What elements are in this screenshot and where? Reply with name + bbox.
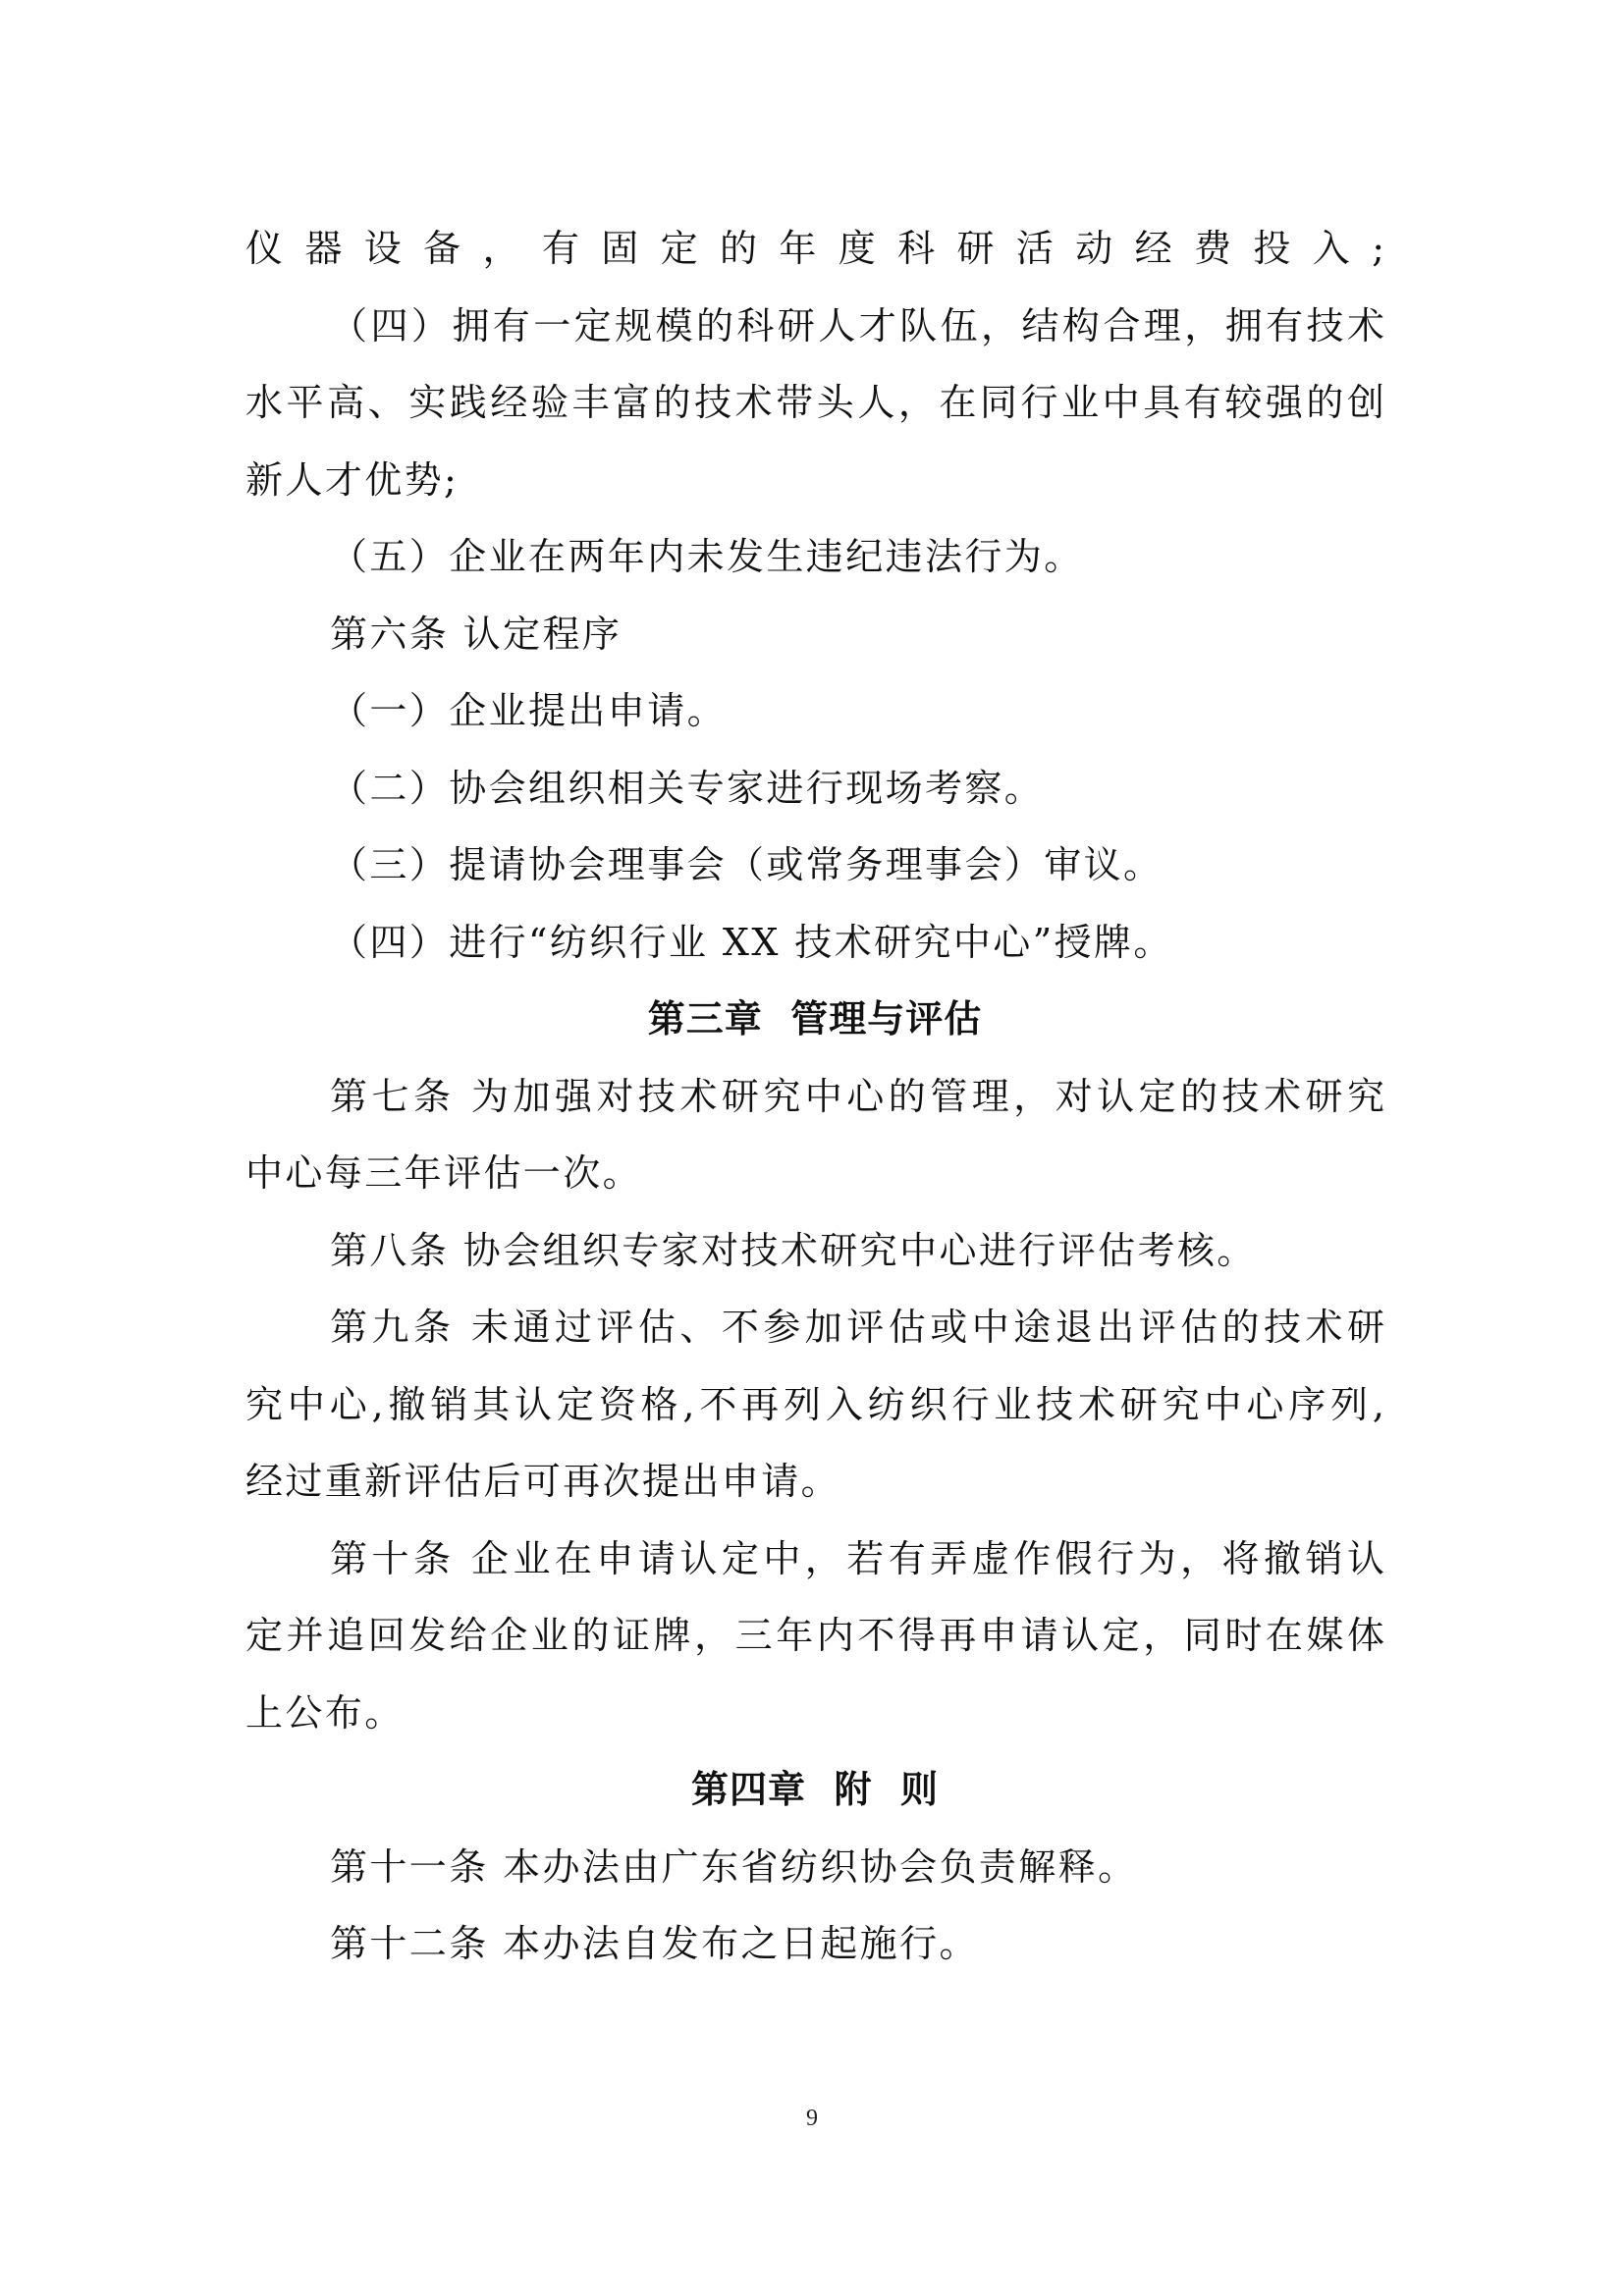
body-line: （五）企业在两年内未发生违纪违法行为。	[330, 535, 1084, 578]
body-line: 第七条 为加强对技术研究中心的管理，对认定的技术研究	[330, 1074, 1384, 1118]
body-line: 究中心,撤销其认定资格,不再列入纺织行业技术研究中心序列,	[245, 1382, 1384, 1426]
body-line: （二）协会组织相关专家进行现场考察。	[330, 766, 1045, 810]
page-number: 9	[806, 2106, 818, 2131]
body-line: （四）进行“纺织行业 XX 技术研究中心”授牌。	[330, 920, 1173, 964]
body-line: 第九条 未通过评估、不参加评估或中途退出评估的技术研	[330, 1306, 1384, 1349]
body-line: 上公布。	[245, 1690, 405, 1735]
body-line: 第八条 协会组织专家对技术研究中心进行评估考核。	[330, 1228, 1257, 1272]
body-line: 中心每三年评估一次。	[245, 1151, 643, 1195]
body-line: 第十条 企业在申请认定中，若有弄虚作假行为，将撤销认	[330, 1536, 1384, 1580]
body-line: 仪器设备，有固定的年度科研活动经费投入;	[245, 227, 1384, 270]
body-line: 第十一条 本办法由广东省纺织协会负责解释。	[330, 1844, 1138, 1889]
body-line: 第十二条 本办法自发布之日起施行。	[330, 1922, 979, 1965]
body-line: 定并追回发给企业的证牌，三年内不得再申请认定，同时在媒体	[245, 1614, 1384, 1657]
article-heading: 第六条 认定程序	[330, 612, 623, 656]
body-line: （三）提请协会理事会（或常务理事会）审议。	[330, 843, 1164, 886]
body-line: （四）拥有一定规模的科研人才队伍，结构合理，拥有技术	[330, 303, 1384, 347]
body-line: （一）企业提出申请。	[330, 689, 728, 732]
document-body	[245, 210, 1384, 1983]
body-line: 经过重新评估后可再次提出申请。	[245, 1460, 841, 1503]
body-line: 水平高、实践经验丰富的技术带头人，在同行业中具有较强的创	[245, 381, 1384, 424]
chapter-heading: 第四章 附 则	[691, 1768, 939, 1811]
chapter-heading: 第三章 管理与评估	[647, 997, 983, 1041]
body-line: 新人才优势;	[245, 457, 460, 502]
